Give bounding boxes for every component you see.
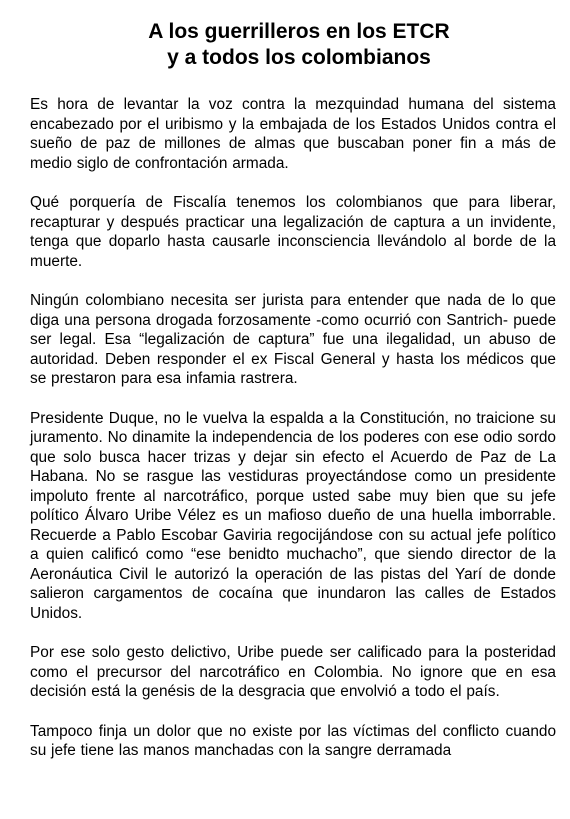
title-line-2: y a todos los colombianos: [167, 46, 431, 69]
paragraph-1: Es hora de levantar la voz contra la mezquindad humana del sistema encabezado por el uribismo y la embajada de los Estados Unidos contra el sueño de paz de millones de almas que buscaban poner fin a más de medio siglo de confrontación armada.: [30, 96, 556, 172]
paragraph-3: Ningún colombiano necesita ser jurista para entender que nada de lo que diga una persona drogada forzosamente -como ocurrió con Santrich- puede ser legal. Esa “legalización de captura” fue una ilegalidad, un abuso de autoridad. Deben responder el ex Fiscal General y hasta los médicos que se prestaron para esa infamia rastrera.: [30, 292, 556, 387]
paragraph-4: Presidente Duque, no le vuelva la espalda a la Constitución, no traicione su juramento. No dinamite la independencia de los poderes con ese odio sordo que solo busca hacer trizas y dejar sin efecto el Acuerdo de Paz de La Habana. No se rasgue las vestiduras proyectándose como un presidente impoluto frente al narcotráfico, porque usted sabe muy bien que su jefe político Álvaro Uribe Vélez es un mafioso dueño de una huella imborrable. Recuerde a Pablo Escobar Gaviria regocijándose con su actual jefe político a quien calificó como “ese benidto muchacho”, que siendo director de la Aeronáutica Civil le autorizó la operación de las pistas del Yarí de donde salieron cargamentos de cocaína que inundaron las calles de Estados Unidos.: [30, 409, 556, 622]
paragraph-2: Qué porquería de Fiscalía tenemos los colombianos que para liberar, recapturar y después practicar una legalización de captura a un invidente, tenga que doparlo hasta causarle inconsciencia llevándolo al borde de la muerte.: [30, 194, 556, 270]
title-line-1: A los guerrilleros en los ETCR: [148, 20, 450, 43]
paragraph-6: Tampoco finja un dolor que no existe por las víctimas del conflicto cuando su jefe tiene las manos manchadas con la sangre derramada: [30, 722, 556, 759]
paragraph-5: Por ese solo gesto delictivo, Uribe puede ser calificado para la posteridad como el precursor del narcotráfico en Colombia. No ignore que en esa decisión está la genésis de la desgracia que envolvió a todo el país.: [30, 644, 556, 700]
document-title: [30, 19, 556, 71]
document-body: [30, 95, 556, 761]
